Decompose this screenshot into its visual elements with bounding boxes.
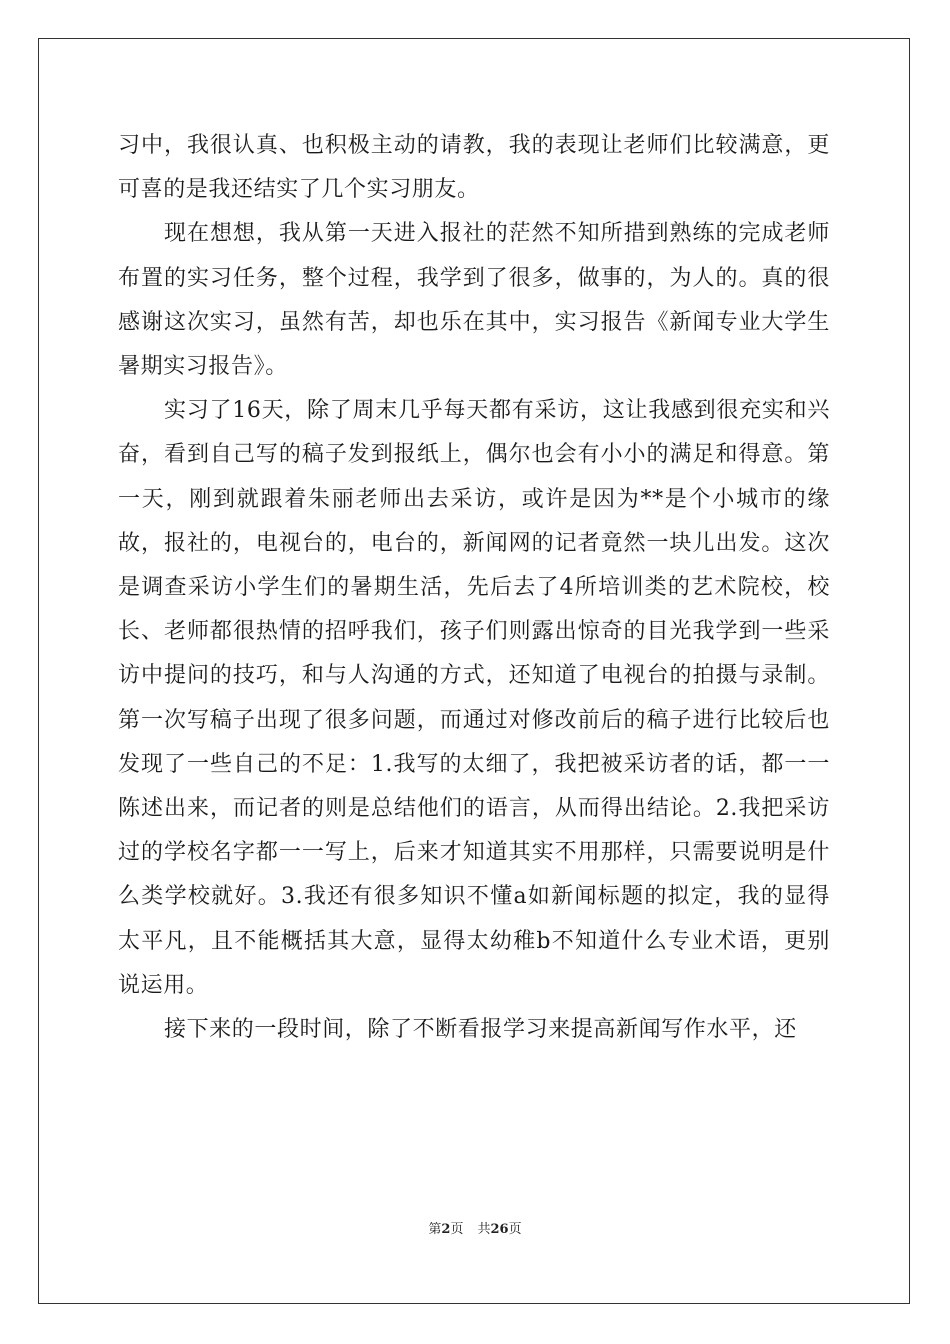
total-prefix: 共: [477, 1222, 491, 1237]
total-pages: 26: [490, 1222, 509, 1237]
paragraph-2: 现在想想，我从第一天进入报社的茫然不知所措到熟练的完成老师布置的实习任务，整个过程，我学到了很多，做事的，为人的。真的很感谢这次实习，虽然有苦，却也乐在其中，实习报告《新闻专业大学生暑期实习报告》。: [118, 221, 830, 380]
paragraph-4: 接下来的一段时间，除了不断看报学习来提高新闻写作水平，还: [164, 1017, 797, 1043]
page-prefix: 第: [428, 1222, 442, 1237]
paragraph-1: 习中，我很认真、也积极主动的请教，我的表现让老师们比较满意，更可喜的是我还结实了几个实习朋友。: [118, 133, 830, 203]
total-suffix: 页: [508, 1222, 522, 1237]
page-number: 2: [441, 1222, 451, 1237]
page-suffix: 页: [450, 1222, 464, 1237]
page-footer: [0, 1218, 950, 1237]
paragraph-3: 实习了16天，除了周末几乎每天都有采访，这让我感到很充实和兴奋，看到自己写的稿子发到报纸上，偶尔也会有小小的满足和得意。第一天，刚到就跟着朱丽老师出去采访，或许是因为**是个小城市的缘故，报社的，电视台的，电台的，新闻网的记者竟然一块儿出发。这次是调查采访小学生们的暑期生活，先后去了4所培训类的艺术院校，校长、老师都很热情的招呼我们，孩子们则露出惊奇的目光我学到一些采访中提问的技巧，和与人沟通的方式，还知道了电视台的拍摄与录制。第一次写稿子出现了很多问题，而通过对修改前后的稿子进行比较后也发现了一些自己的不足：1.我写的太细了，我把被采访者的话，都一一陈述出来，而记者的则是总结他们的语言，从而得出结论。2.我把采访过的学校名字都一一写上，后来才知道其实不用那样，只需要说明是什么类学校就好。3.我还有很多知识不懂a如新闻标题的拟定，我的显得太平凡，且不能概括其大意，显得太幼稚b不知道什么专业术语，更别说运用。: [118, 398, 830, 998]
document-body: [118, 124, 830, 1052]
